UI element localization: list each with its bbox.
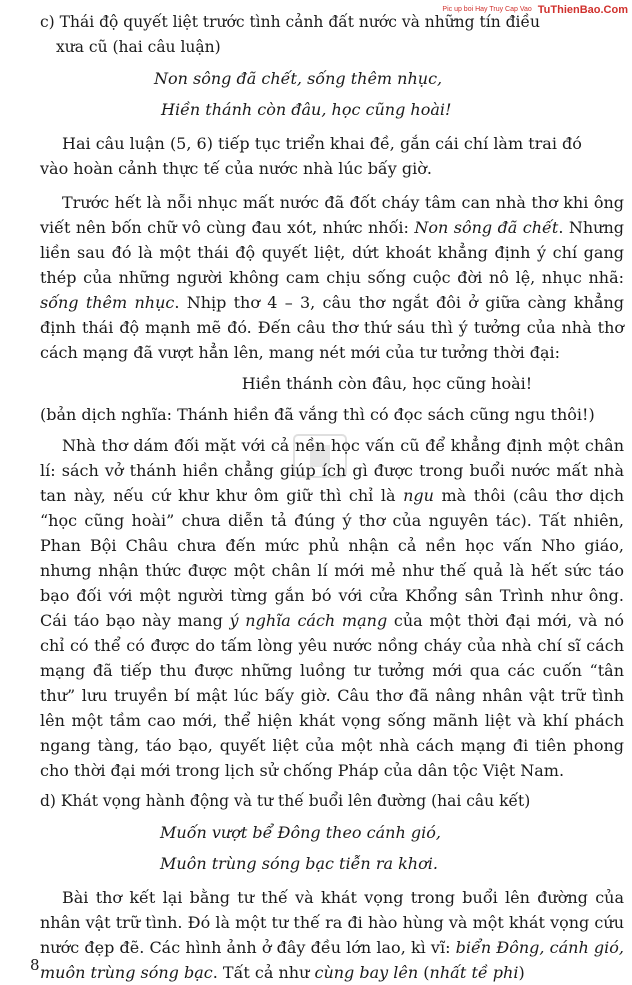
section-c-verse-2: Hiền thánh còn đâu, học cũng hoài! [161,100,452,119]
watermark-brand: TuThienBao.Com [537,4,628,16]
paragraph-4-text-3: ( [418,963,430,982]
paragraph-2-text-1: Trước hết là nỗi nhục mất nước đã đốt cháy tâm can nhà thơ khi ông viết nên bốn chữ vô cùng đau xót, nhức nhối: [40,193,624,237]
paragraph-4 [40,885,624,985]
paragraph-4-emphasis-3: nhất tề phi [429,963,519,982]
paragraph-3-text-3: của một thời đại mới, và nó chỉ có thể có được do tấm lòng yêu nước nồng cháy của nhà chí sĩ cách mạng đã tiếp thu được những luồng tư tưởng mới qua các cuốn “tân thư” lưu truyền bí mật lúc bấy giờ. Câu thơ đã nâng nhân vật trữ tình lên một tầm cao mới, thể hiện khát vọng sống mãnh liệt và khí phách ngang tàng, táo bạo, quyết liệt của một nhà cách mạng đi tiên phong cho thời đại mới trong lịch sử chống Pháp của dân tộc Việt Nam. [40,611,624,780]
section-d-heading: d) Khát vọng hành động và tư thế buổi lên đường (hai câu kết) [40,792,531,810]
paragraph-2-text-2: . Nhưng liền sau đó là một thái độ quyết liệt, dứt khoát khẳng định ý chí gang thép của những người không cam chịu sống cuộc đời nô lệ, nhục nhã: [40,218,625,287]
paragraph-4-text-2: . Tất cả như [212,963,315,982]
paragraph-4-emphasis-1: biển Đông, cánh gió, muôn trùng sóng bạc [40,938,625,982]
paragraph-3-text-1: Nhà thơ dám đối mặt với cả nền học vấn cũ để khẳng định một chân lí: sách vở thánh hiền chẳng giúp ích gì được trong buổi nước mất nhà tan này, nếu cứ khư khư ôm giữ thì chỉ là [40,436,624,505]
paragraph-3-emphasis-1: ngu [403,486,434,505]
paragraph-3-emphasis-2: ý nghĩa cách mạng [229,611,388,630]
paragraph-2 [40,190,624,365]
quoted-verse-line: Hiền thánh còn đâu, học cũng hoài! [241,374,533,393]
paragraph-4-text-1: Bài thơ kết lại bằng tư thế và khát vọng trong buổi lên đường của nhân vật trữ tình. Đó là một tư thế ra đi hào hùng và một khát vọng cứu nước đẹp đẽ. Các hình ảnh ở đây đều lớn lao, kì vĩ: [40,888,624,957]
watermark-caption: Pic up boi Hay Truy Cap Vao [442,6,532,13]
paragraph-1-line2: vào hoàn cảnh thực tế của nước nhà lúc bấy giờ. [40,159,432,178]
page-number: 8 [30,956,40,974]
paragraph-4-text-4: ) [518,963,525,982]
translation-note: (bản dịch nghĩa: Thánh hiền đã vắng thì có đọc sách cũng ngu thôi!) [40,405,595,424]
paragraph-2-emphasis-1: Non sông đã chết [414,218,559,237]
paragraph-3 [40,433,624,783]
section-d-verse-1: Muốn vượt bể Đông theo cánh gió, [160,823,441,842]
document-page [40,10,624,985]
paragraph-2-text-3: . Nhịp thơ 4 – 3, câu thơ ngắt đôi ở giữa càng khẳng định thái độ mạnh mẽ đó. Đến câu thơ thứ sáu thì ý tưởng của nhà thơ cách mạng đã vượt hẳn lên, mang nét mới của tư tưởng thời đại: [40,293,625,362]
section-c-verse-1: Non sông đã chết, sống thêm nhục, [154,69,443,88]
paragraph-3-text-2: mà thôi (câu thơ dịch “học cũng hoài” chưa diễn tả đúng ý thơ của nguyên tác). Tất nhiên, Phan Bội Châu chưa đến mức phủ nhận cả nền học vấn Nho giáo, nhưng nhận thức được một chân lí mới mẻ như thế quả là hết sức táo bạo đối với một người từng gắn bó với cửa Khổng sân Trình như ông. Cái táo bạo này mang [40,486,624,630]
paragraph-4-emphasis-2: cùng bay lên [314,963,419,982]
section-c-heading-line1: c) Thái độ quyết liệt trước tình cảnh đất nước và những tín điều [40,13,541,31]
section-c-heading-line2: xưa cũ (hai câu luận) [56,38,221,56]
paragraph-1-line1: Hai câu luận (5, 6) tiếp tục triển khai đề, gắn cái chí làm trai đó [62,134,582,153]
section-d-verse-2: Muôn trùng sóng bạc tiễn ra khơi. [160,854,438,873]
paragraph-2-emphasis-2: sống thêm nhục [40,293,175,312]
